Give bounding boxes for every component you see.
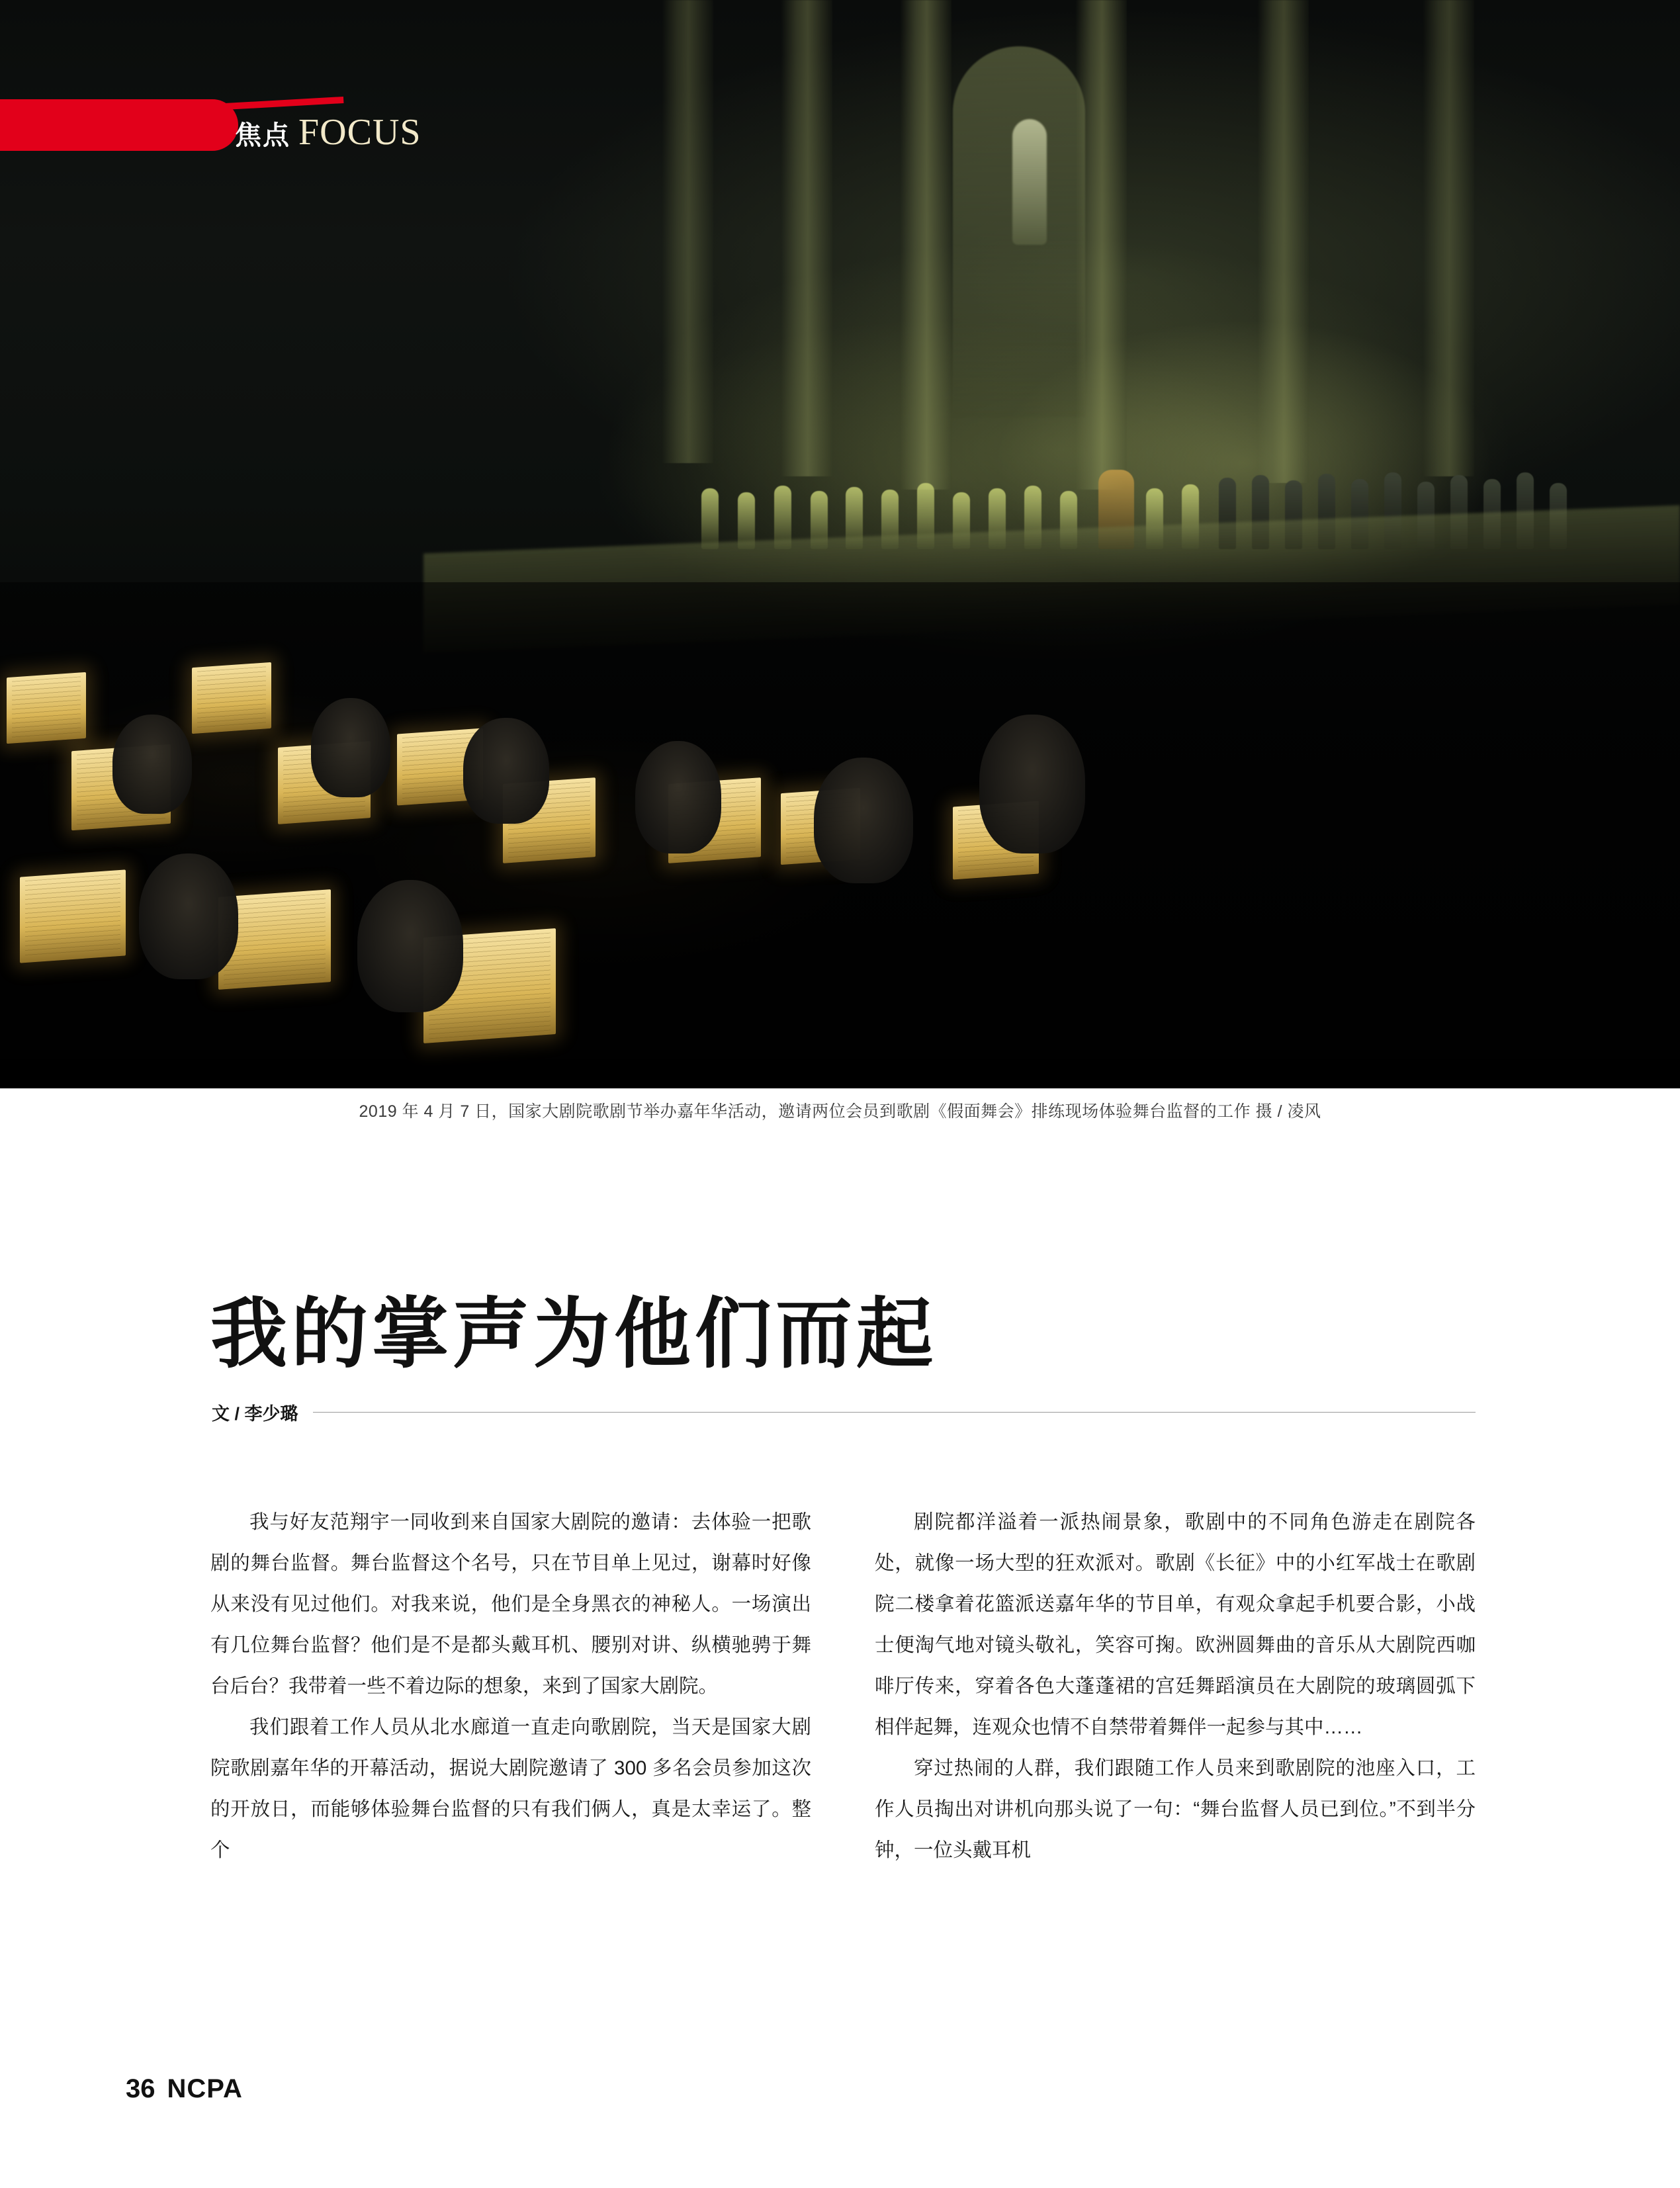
stage-statue-decor — [1012, 119, 1047, 245]
section-label-cn: 焦点 — [235, 121, 290, 150]
paragraph: 我们跟着工作人员从北水廊道一直走向歌剧院，当天是国家大剧院歌剧嘉年华的开幕活动，据说大剧院邀请了 300 多名会员参加这次的开放日，而能够体验舞台监督的只有我们俩人，真是太幸运了。整个 — [210, 1716, 811, 1861]
music-stand — [192, 662, 271, 734]
photo-caption: 2019 年 4 月 7 日，国家大剧院歌剧节举办嘉年华活动，邀请两位会员到歌剧《假面舞会》排练现场体验舞台监督的工作 摄 / 凌风 — [359, 1102, 1321, 1121]
paragraph: 我与好友范翔宇一同收到来自国家大剧院的邀请：去体验一把歌剧的舞台监督。舞台监督这个名号，只在节目单上见过，谢幕时好像从来没有见过他们。对我来说，他们是全身黑衣的神秘人。一场演出有几位舞台监督？他们是不是都头戴耳机、腰别对讲、纵横驰骋于舞台后台？我带着一些不着边际的想象，来到了国家大剧院。 — [210, 1511, 811, 1697]
musician-silhouette — [635, 741, 721, 853]
paragraph: 剧院都洋溢着一派热闹景象，歌剧中的不同角色游走在剧院各处，就像一场大型的狂欢派对。歌剧《长征》中的小红军战士在歌剧院二楼拿着花篮派送嘉年华的节目单，有观众拿起手机要合影，小战士便淘气地对镜头敬礼，笑容可掬。欧洲圆舞曲的音乐从大剧院西咖啡厅传来，穿着各色大蓬蓬裙的宫廷舞蹈演员在大剧院的玻璃圆弧下相伴起舞，连观众也情不自禁带着舞伴一起参与其中…… — [875, 1511, 1476, 1738]
musician-silhouette — [814, 758, 913, 883]
musician-silhouette — [139, 853, 238, 979]
paragraph: 穿过热闹的人群，我们跟随工作人员来到歌剧院的池座入口，工作人员掏出对讲机向那头说了一句：“舞台监督人员已到位。”不到半分钟，一位头戴耳机 — [875, 1757, 1476, 1861]
musician-silhouette — [311, 698, 390, 797]
stage-column — [662, 0, 713, 463]
publication-name: NCPA — [167, 2074, 243, 2103]
page-footer — [126, 2074, 243, 2104]
music-stand — [7, 672, 86, 744]
page-title: 我的掌声为他们而起 — [210, 1292, 937, 1378]
section-label-en: FOCUS — [298, 112, 421, 153]
byline: 文 / 李少璐 — [212, 1404, 298, 1424]
hero-photo-container — [0, 0, 1680, 1088]
body-column-right — [875, 1502, 1476, 1871]
musician-silhouette — [979, 715, 1085, 853]
byline-divider — [313, 1412, 1476, 1413]
musician-silhouette — [357, 880, 463, 1012]
musician-silhouette — [463, 718, 549, 824]
article-body — [210, 1502, 1476, 1871]
section-label — [235, 111, 421, 153]
page-number: 36 — [126, 2074, 155, 2103]
musician-silhouette — [112, 715, 192, 814]
music-stand — [20, 869, 126, 963]
byline-row — [212, 1399, 1476, 1425]
stage-photograph — [0, 0, 1680, 1088]
body-column-left — [210, 1502, 811, 1871]
